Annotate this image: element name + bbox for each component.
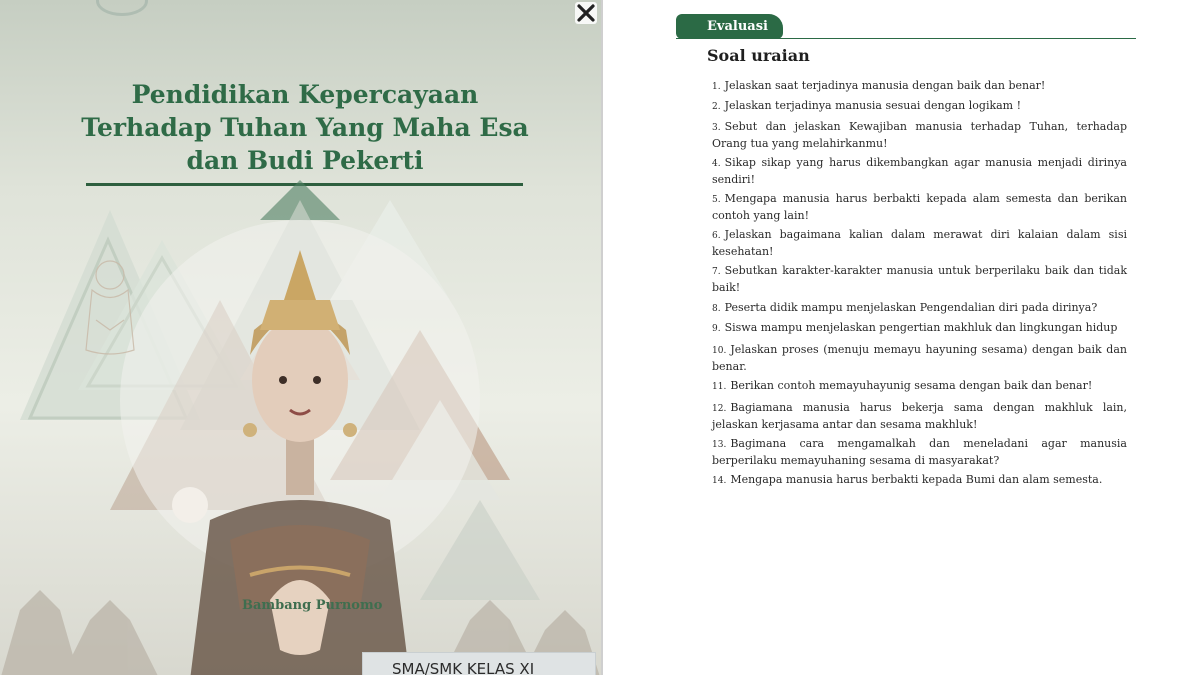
question-text: Peserta didik mampu menjelaskan Pengendalian diri pada dirinya? [724, 301, 1098, 314]
question-number: 8. [712, 304, 721, 314]
close-icon [574, 1, 598, 25]
question-text: Siswa mampu menjelaskan pengertian makhluk dan lingkungan hidup [724, 321, 1118, 334]
question-number: 3. [712, 123, 721, 133]
question-item [712, 263, 1127, 296]
question-item [712, 342, 1127, 375]
question-text: Jelaskan saat terjadinya manusia dengan baik dan benar! [724, 79, 1046, 92]
class-level-label: SMA/SMK KELAS XI [392, 660, 535, 675]
cover-title-line-2: Terhadap Tuhan Yang Maha Esa [81, 113, 529, 142]
question-item [712, 472, 1127, 489]
question-item [712, 300, 1127, 317]
question-item [712, 400, 1127, 433]
question-text: Sebut dan jelaskan Kewajiban manusia terhadap Tuhan, terhadap Orang tua yang melahirkanmu! [712, 120, 1127, 150]
question-item [712, 378, 1127, 395]
cover-title-line-3: dan Budi Pekerti [186, 146, 424, 175]
question-text: Mengapa manusia harus berbakti kepada alam semesta dan berikan contoh yang lain! [712, 192, 1127, 222]
question-text: Jelaskan terjadinya manusia sesuai dengan logikam ! [724, 99, 1022, 112]
publisher-logo [96, 0, 148, 16]
cover-title [60, 78, 550, 177]
section-header-line [676, 38, 1136, 39]
question-item [712, 78, 1127, 95]
question-number: 11. [712, 382, 727, 392]
question-number: 7. [712, 267, 721, 277]
close-button[interactable] [574, 1, 598, 25]
question-text: Sikap sikap yang harus dikembangkan agar manusia menjadi dirinya sendiri! [712, 156, 1127, 186]
question-text: Mengapa manusia harus berbakti kepada Bumi dan alam semesta. [730, 473, 1103, 486]
question-number: 1. [712, 82, 721, 92]
question-item [712, 98, 1127, 115]
question-number: 2. [712, 102, 721, 112]
question-number: 6. [712, 231, 721, 241]
question-item [712, 320, 1127, 337]
question-text: Jelaskan proses (menuju memayu hayuning sesama) dengan baik dan benar. [712, 343, 1127, 373]
question-number: 14. [712, 476, 727, 486]
question-number: 4. [712, 159, 721, 169]
question-item [712, 155, 1127, 188]
question-number: 13. [712, 440, 727, 450]
cover-author: Bambang Purnomo [242, 598, 383, 613]
cover-title-line-1: Pendidikan Kepercayaan [131, 80, 479, 109]
question-text: Bagimana cara mengamalkah dan meneladani agar manusia berperilaku memayuhaning sesama di masyarakat? [712, 437, 1127, 467]
question-number: 5. [712, 195, 721, 205]
question-text: Berikan contoh memayuhayunig sesama dengan baik dan benar! [730, 379, 1093, 392]
question-number: 9. [712, 324, 721, 334]
evaluation-tab-label: Evaluasi [707, 19, 768, 34]
section-title: Soal uraian [707, 46, 810, 65]
question-item [712, 436, 1127, 469]
question-text: Sebutkan karakter-karakter manusia untuk berperilaku baik dan tidak baik! [712, 264, 1127, 294]
question-item [712, 227, 1127, 260]
question-number: 12. [712, 404, 727, 414]
question-item [712, 119, 1127, 152]
question-number: 10. [712, 346, 727, 356]
question-text: Bagiamana manusia harus bekerja sama dengan makhluk lain, jelaskan kerjasama antar dan sesama makhluk! [712, 401, 1127, 431]
question-item [712, 191, 1127, 224]
question-text: Jelaskan bagaimana kalian dalam merawat diri kalaian dalam sisi kesehatan! [712, 228, 1127, 258]
